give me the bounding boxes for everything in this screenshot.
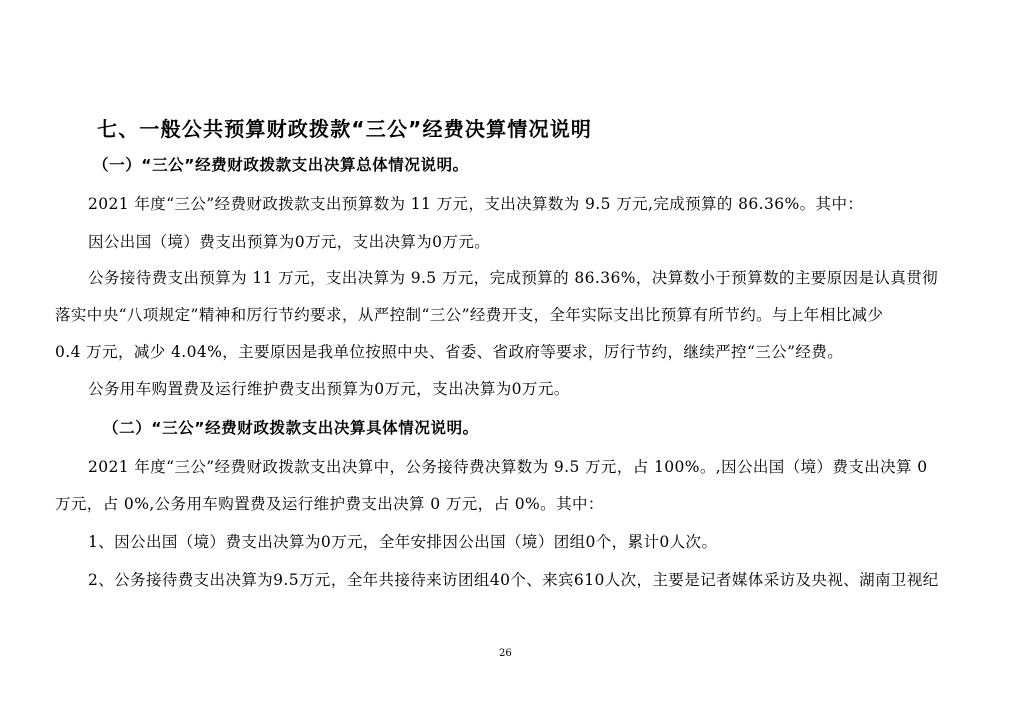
part2-heading: （二）“三公”经费财政拨款支出决算具体情况说明。 <box>103 419 479 437</box>
part2-paragraph-1-line-1: 2021 年度“三公”经费财政拨款支出决算中，公务接待费决算数为 9.5 万元，占 100%。,因公出国（境）费支出决算 0 <box>88 458 928 476</box>
part1-paragraph-4: 公务用车购置费及运行维护费支出预算为0万元，支出决算为0万元。 <box>88 380 570 398</box>
part2-paragraph-1-line-2: 万元，占 0%,公务用车购置费及运行维护费支出决算 0 万元，占 0%。其中： <box>55 495 604 513</box>
part2-item-1: 1、因公出国（境）费支出决算为0万元，全年安排因公出国（境）团组0个，累计0人次。 <box>88 533 718 551</box>
section-title: 七、一般公共预算财政拨款“三公”经费决算情况说明 <box>97 117 593 141</box>
part1-paragraph-1: 2021 年度“三公”经费财政拨款支出预算数为 11 万元，支出决算数为 9.5 万元,完成预算的 86.36%。其中： <box>88 195 864 213</box>
part1-paragraph-3-line-1: 公务接待费支出预算为 11 万元，支出决算为 9.5 万元，完成预算的 86.36%，决算数小于预算数的主要原因是认真贯彻 <box>88 269 939 287</box>
page-number: 26 <box>499 648 512 659</box>
part1-paragraph-3-line-3: 0.4 万元，减少 4.04%，主要原因是我单位按照中央、省委、省政府等要求，厉行节约，继续严控“三公”经费。 <box>55 343 844 361</box>
part1-heading: （一）“三公”经费财政拨款支出决算总体情况说明。 <box>93 156 469 174</box>
part1-paragraph-3-line-2: 落实中央“八项规定”精神和厉行节约要求，从严控制“三公”经费开支，全年实际支出比预算有所节约。与上年相比减少 <box>55 306 884 324</box>
part1-paragraph-2: 因公出国（境）费支出预算为0万元，支出决算为0万元。 <box>88 233 491 251</box>
part2-item-2: 2、公务接待费支出决算为9.5万元，全年共接待来访团组40个、来宾610人次，主要是记者媒体采访及央视、湖南卫视纪 <box>88 571 939 589</box>
